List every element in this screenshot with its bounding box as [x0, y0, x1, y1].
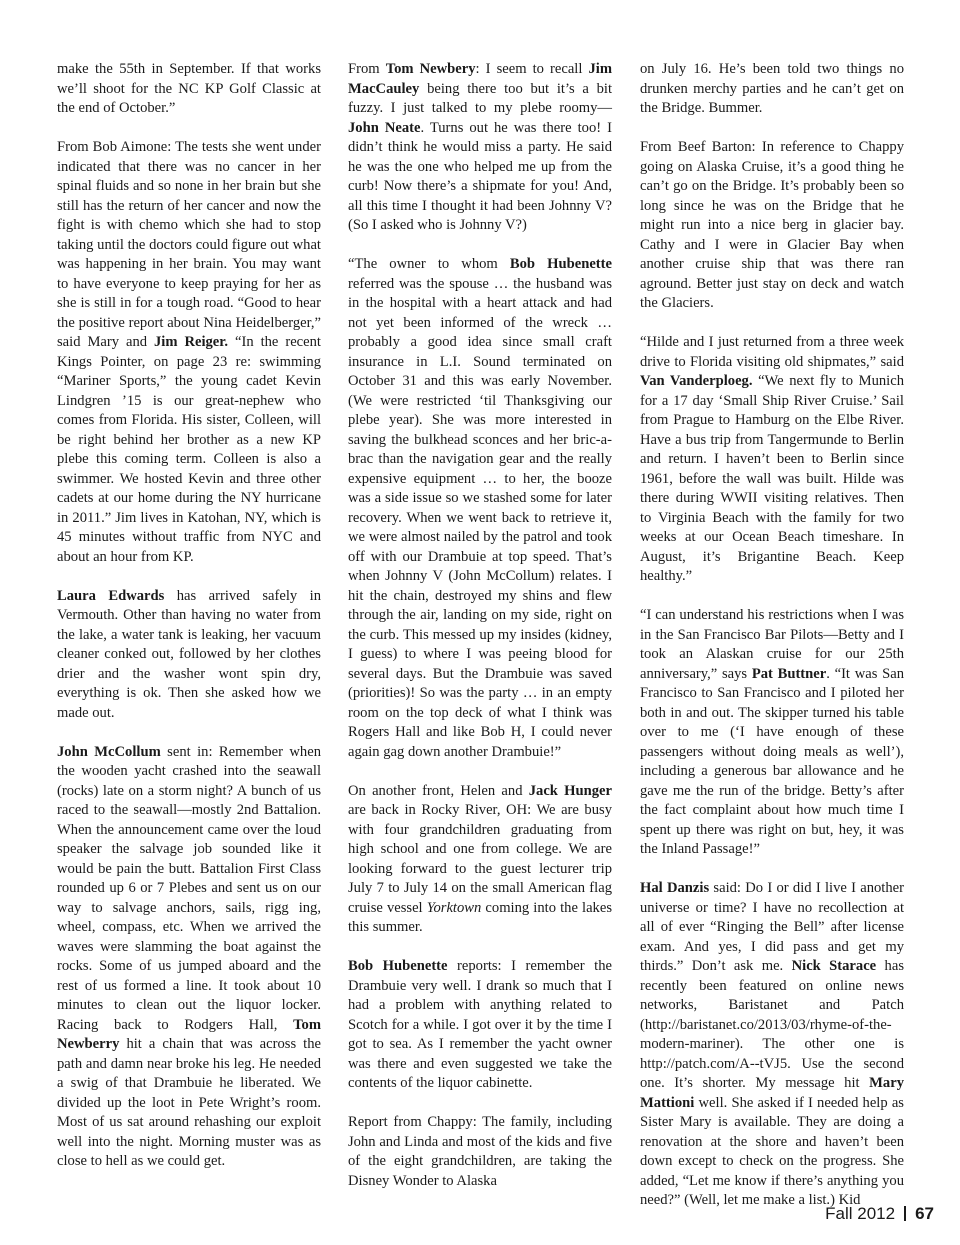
name-highlight: Tom Newberry [57, 1016, 321, 1052]
paragraph [348, 60, 612, 236]
name-highlight: Jim MacCauley [348, 61, 612, 97]
text-run: From Beef Barton: In reference to Chappy going on Alaska Cruise, it’s a good thing he can’t go on the Bridge. It’s probably been so long since he was on the Bridge that he might run into a nice berg in glacier bay. Cathy and I were in Glacier Bay when another cruise ship that was there ran aground. Better just stay on deck and watch the Glaciers. [640, 139, 904, 311]
text-run: referred was the spouse … the husband was in the hospital with a heart attack and had not yet been informed of the wreck … probably a good idea since small craft insurance in L.I. Sound terminated on October 31 and this was early November. (We were restricted ‘til Thanksgiving our plebe year). She was more interested in saving the bulkhead sconces and her bric-a-brac than the navigation gear and the really expensive equipment … to her, the booze was a side issue so we stashed some for later recovery. When we went back to retrieve it, we were almost nailed by the patrol and took off with our Drambuie at top speed. That’s when Johnny V (John McCollum) relates. I hit the chain, destroyed my shins and flew through the air, landing on my side, right on the curb. This messed up my insides (kidney, I guess) to where I was peeing blood for several days. But the Drambuie was saved (priorities)! So was the party … in an empty room on the top deck of what I think was Rogers Hall and like Bob H, I could never again gag down another Drambuie!” [348, 275, 612, 760]
text-run: are back in Rocky River, OH: We are busy with four grandchildren graduating from high school and one from college. We are looking forward to the guest lecturer trip July 7 to July 14 on the small American flag cruise vessel [348, 802, 612, 916]
paragraph [640, 333, 904, 587]
text-run: hit a chain that was across the path and damn near broke his leg. He needed a swig of that Drambuie he liberated. We divided up the loot in Pete Wright’s room. Most of us sat around rehashing our exploit well into the night. Morning muster was as close to hell as we could get. [57, 1036, 321, 1169]
paragraph [640, 879, 904, 1211]
name-highlight: Jim Reiger. [154, 334, 229, 350]
paragraph [348, 957, 612, 1094]
column-3 [640, 60, 904, 1211]
name-highlight: Van Vanderploeg. [640, 373, 753, 389]
paragraph [57, 60, 321, 119]
text-run: being there too but it’s a bit fuzzy. I just talked to my plebe roomy— [348, 80, 612, 116]
name-highlight: John Neate [348, 119, 421, 136]
page-footer [825, 1204, 934, 1224]
text-run: . “It was San Francisco to San Francisco and I piloted her both in and out. The skipper turned his table over to me (‘I have enough of these passengers without doing meals as well’), including a generous bar allowance and he gave me the run of the bridge. Betty’s after the fact complaint about how much time I spent up there was right on but, hey, it was the Inland Passage!” [640, 665, 904, 857]
paragraph [640, 60, 904, 119]
footer-divider [904, 1206, 906, 1221]
paragraph [348, 1113, 612, 1191]
page-number: 67 [915, 1204, 934, 1223]
text-run: From Bob Aimone: The tests she went under indicated that there was no cancer in her spinal fluids and so none in her brain but she still has the return of her cancer and now the fight is with chemo which she had to stop taking until the doctors could figure out what was happening in her brain. You may want to have everyone to keep praying for her as she is still in for a tough road. “Good to hear the positive report about Nina Heidelberger,” said Mary and [57, 139, 321, 350]
text-run: On another front, Helen and [348, 782, 529, 799]
vessel-name: Yorktown [426, 899, 482, 916]
name-highlight: Laura Edwards [57, 587, 165, 604]
text-run: has recently been featured on online news networks, Baristanet and Patch (http://baristanet.co/2013/03/rhyme-of-the-modern-mariner). The other one is http://patch.com/A--tVJ5. Use the second one. It’s shorter. My message hit [640, 958, 905, 1091]
name-highlight: Nick Starace [791, 958, 877, 974]
paragraph [348, 255, 612, 762]
name-highlight: Tom Newbery [385, 61, 476, 77]
text-run: : I seem to recall [475, 61, 589, 77]
name-highlight: Pat Buttner [751, 665, 827, 682]
text-run: sent in: Remember when the wooden yacht crashed into the seawall (rocks) late on a storm night? A bunch of us raced to the seawall—mostly 2nd Battalion. When the announcement came over the loud speaker the salvage job sounded like it would be pain the butt. Battalion First Class rounded up 6 or 7 Plebes and sent us on our way to salvage anchors, sails, rigg ing, wheel, compass, etc. When we arrived the waves were slamming the boat against the rocks. Some of us jumped aboard and the rest of us formed a line. It took about 10 minutes to clean out the liquor locker. Racing back to Rodgers Hall, [57, 743, 321, 1033]
text-run: reports: I remember the Drambuie very well. I drank so much that I had a problem with anything related to Scotch for a while. I got over it by the time I got to sea. As I remember the yacht owner was there and even suggested we take the contents of the liquor cabinette. [348, 958, 612, 1091]
text-run: Report from Chappy: The family, including John and Linda and most of the kids and five of the eight grandchildren, are taking the Disney Wonder to Alaska [348, 1114, 612, 1189]
name-highlight: Mary Mattioni [640, 1075, 904, 1111]
paragraph [57, 587, 321, 724]
paragraph [57, 138, 321, 567]
text-run: “In the recent Kings Pointer, on page 23 re: swimming “Mariner Sports,” the young cadet Kevin Lindgren ’15 is our great-nephew who comes from Florida. His sister, Colleen, will be right behind her brother as a new KP plebe this coming term. Colleen is also a swimmer. We hosted Kevin and three other cadets at our home during the NY hurricane in 2011.” Jim lives in Katohan, NY, which is 45 minutes without traffic from NYC and about an hour from KP. [57, 334, 321, 565]
text-run: said: Do I or did I live I another universe or time? I have no recollection at all of ever “Ringing the Bell” after license exam. And yes, I did pass and get my thirds.” Don’t ask me. [640, 880, 905, 974]
text-run: . Turns out he was there too! I didn’t think he would miss a party. He said he was the one who helped me up from the curb! Now there’s a shipmate for you! And, all this time I thought it had been Johnny V? (So I asked who is Johnny V?) [348, 119, 612, 233]
text-run: make the 55th in September. If that works we’ll shoot for the NC KP Golf Classic at the end of October.” [57, 61, 321, 116]
text-run: “Hilde and I just returned from a three week drive to Florida visiting old shipmates,” said [640, 334, 904, 370]
paragraph [640, 138, 904, 314]
issue-label: Fall 2012 [825, 1204, 896, 1223]
text-run: has arrived safely in Vermouth. Other than having no water from the lake, a water tank is leaking, her vacuum cleaner conked out, followed by her clothes drier and the washer wont spin dry, everything is ok. Then she asked how we made out. [57, 587, 321, 721]
text-run: coming into the lakes this summer. [348, 899, 612, 935]
column-2 [348, 60, 612, 1191]
text-run: on July 16. He’s been told two things no drunken merchy parties and he can’t get on the Bridge. Bummer. [640, 61, 904, 116]
paragraph [57, 743, 321, 1172]
text-run: “The owner to whom [348, 256, 510, 272]
column-1 [57, 60, 321, 1172]
name-highlight: John McCollum [57, 743, 161, 760]
name-highlight: Bob Hubenette [348, 958, 448, 974]
text-run: “I can understand his restrictions when I was in the San Francisco Bar Pilots—Betty and I took an Alaskan cruise for our 25th anniversary,” says [640, 607, 904, 682]
name-highlight: Jack Hunger [528, 782, 612, 799]
text-run: From [348, 61, 386, 77]
text-run: well. She asked if I needed help as Sister Mary is available. They are doing a renovation at the shore and haven’t been down except to check on the progress. She added, “Let me know if there’s anything you need?” (Well, let me make a list.) Kid [640, 1094, 904, 1208]
text-run: “We next fly to Munich for a 17 day ‘Small Ship River Cruise.’ Sail from Prague to Hamburg on the Elbe River. Have a bus trip from Tangermunde to Berlin and return. I haven’t been to Berlin since 1961, before the wall was built. Hilde was there during WWII visiting relatives. Then to Virginia Beach with the family for two weeks at our Ocean Beach timeshare. In August, it’s Brigantine Beach. Keep healthy.” [640, 373, 904, 584]
paragraph [640, 606, 904, 860]
paragraph [348, 782, 612, 938]
name-highlight: Bob Hubenette [509, 256, 612, 272]
name-highlight: Hal Danzis [640, 880, 710, 896]
